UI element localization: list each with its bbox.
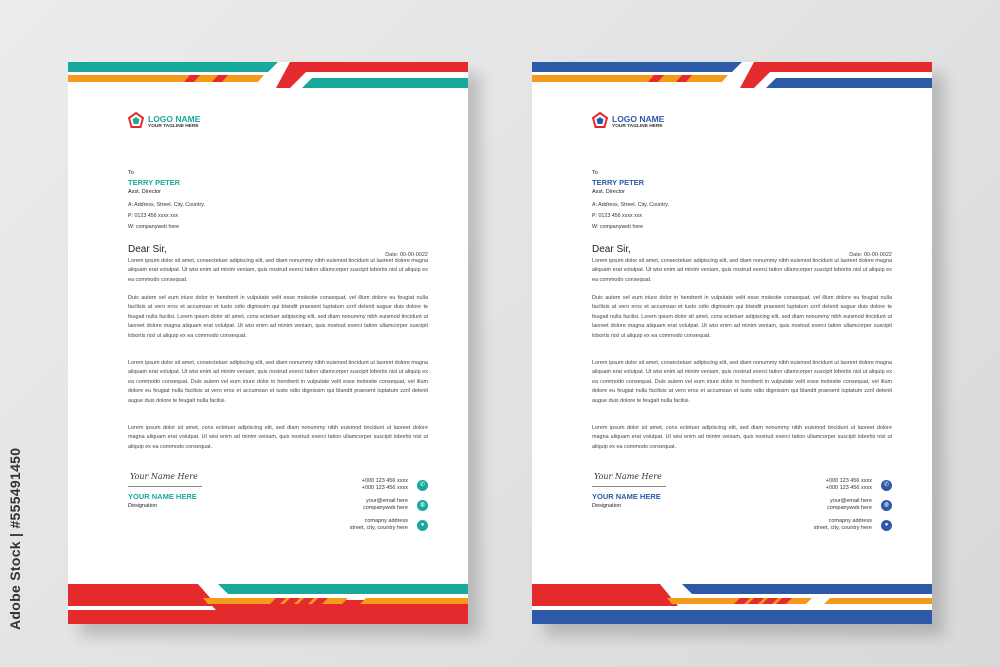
body-paragraph: Lorem ipsum dolor sit amet, consectetuer adipiscing elit, sed diam nonummy nibh euismod tincidunt ut laoreet dolore magna aliquam erat volutpat. Ut wisi enim ad minim veniam, quis nostrud exerci tation ullamcorper suscipit lobortis nisl ut aliquip ex ea commodo consequat. Duis autem vel eum iriure dolor in hendrerit in vulputate velit esse molestie consequat, vel illum dolore eu feugiat nulla facilisis at vero eros et accumsan et iusto odio dignissim qui blandit praesent luptatum zzril delenit augue duis dolore te feugait nulla facilisi.	[592, 360, 892, 404]
recipient-web: W: companyweb here	[592, 224, 644, 230]
body-paragraph: Lorem ipsum dolor sit amet, consectetuer adipiscing elit, sed diam nonummy nibh euismod tincidunt ut laoreet dolore magna aliquam erat volutpat. Ut wisi enim ad minim veniam, quis nostrud exerci tation ullamcorper suscipit lobortis nisl ut aliquip ex ea commodo consequat.	[592, 258, 892, 283]
pentagon-logo-icon	[128, 112, 144, 128]
signature-line	[592, 486, 666, 487]
sender-designation: Designation	[592, 503, 622, 509]
contact-address: comapny address street, city, country here	[349, 518, 408, 531]
globe-icon: ◍	[881, 500, 892, 511]
logo-tagline: YOUR TAGLINE HERE	[148, 124, 199, 129]
letterhead-blue	[532, 62, 932, 624]
contact-address: comapny address street, city, country here	[813, 518, 872, 531]
contact-phone: +000 123 456 xxxx +000 123 456 xxxx	[361, 478, 408, 491]
contact-web: your@email here companyweb here	[363, 498, 408, 511]
body-paragraph: Duis autem vel eum iriure dolor in hendrerit in vulputate velit esse molestie consequat, vel illum dolore eu feugiat nulla facilisis at vero eros et accumsan et iusto odio dignissim qui blandit praesent luptatum zzril delenit augue duis dolore te feugait nulla facilisi. Lorem ipsum dolor sit amet, cons ectetuer adipiscing elit, sed diam nonummy nibh euismod tincidunt ut laoreet dolore magna aliquam erat volutpat. Ut wisi enim ad minim veniam, quis nostrud exerci tation ullamcorper suscipit lobortis nisl ut aliquip ex ea commodo consequat.	[592, 295, 892, 339]
body-paragraph: Lorem ipsum dolor sit amet, consectetuer adipiscing elit, sed diam nonummy nibh euismod tincidunt ut laoreet dolore magna aliquam erat volutpat. Ut wisi enim ad minim veniam, quis nostrud exerci tation ullamcorper suscipit lobortis nisl ut aliquip ex ea commodo consequat.	[128, 258, 428, 283]
letterhead-teal	[68, 62, 468, 624]
recipient-phone: P: 0123 456 xxxx xxx	[128, 213, 179, 219]
body-paragraph: Duis autem vel eum iriure dolor in hendrerit in vulputate velit esse molestie consequat, vel illum dolore eu feugiat nulla facilisis at vero eros et accumsan et iusto odio dignissim qui blandit praesent luptatum zzril delenit augue duis dolore te feugait nulla facilisi. Lorem ipsum dolor sit amet, cons ectetuer adipiscing elit, sed diam nonummy nibh euismod tincidunt ut laoreet dolore magna aliquam erat volutpat. Ut wisi enim ad minim veniam, quis nostrud exerci tation ullamcorper suscipit lobortis nisl ut aliquip ex ea commodo consequat.	[128, 295, 428, 339]
to-label: To	[128, 170, 134, 176]
recipient-web: W: companyweb here	[128, 224, 180, 230]
footer-stripes	[532, 576, 932, 624]
sender-name: YOUR NAME HERE	[128, 492, 197, 501]
sender-name: YOUR NAME HERE	[592, 492, 661, 501]
sender-designation: Designation	[128, 503, 158, 509]
contact-phone: +000 123 456 xxxx +000 123 456 xxxx	[825, 478, 872, 491]
contact-web: your@email here companyweb here	[827, 498, 872, 511]
pentagon-logo-icon	[592, 112, 608, 128]
globe-icon: ◍	[417, 500, 428, 511]
recipient-title: Asst. Director	[128, 189, 162, 195]
location-pin-icon: ●	[417, 520, 428, 531]
phone-icon: ✆	[881, 480, 892, 491]
logo-name: LOGO NAME	[148, 114, 201, 124]
letter-date: Date: 00-00-0022	[849, 252, 892, 258]
letter-date: Date: 00-00-0022	[385, 252, 428, 258]
recipient-title: Asst. Director	[592, 189, 626, 195]
signature-line	[128, 486, 202, 487]
footer-stripes	[68, 576, 468, 624]
body-paragraph: Lorem ipsum dolor sit amet, cons ectetuer adipiscing elit, sed diam nonummy nibh euismod tincidunt ut laoreet dolore magna aliquam erat volutpat. Ut wisi enim ad minim veniam, quis nostrud exerci tation ullamcorper suscipit lobortis nisl ut aliquip ex ea commodo consequat.	[592, 425, 892, 450]
signature: Your Name Here	[130, 472, 198, 481]
phone-icon: ✆	[417, 480, 428, 491]
header-stripes	[532, 62, 932, 102]
recipient-phone: P: 0123 456 xxxx xxx	[592, 213, 643, 219]
greeting: Dear Sir,	[128, 244, 167, 255]
header-stripes	[68, 62, 468, 102]
stock-id-watermark: Adobe Stock | #555491450	[7, 447, 23, 630]
location-pin-icon: ●	[881, 520, 892, 531]
recipient-address: A: Address, Street, City, Country.	[128, 202, 205, 208]
recipient-name: TERRY PETER	[128, 178, 181, 187]
logo-tagline: YOUR TAGLINE HERE	[612, 124, 663, 129]
body-paragraph: Lorem ipsum dolor sit amet, cons ectetuer adipiscing elit, sed diam nonummy nibh euismod tincidunt ut laoreet dolore magna aliquam erat volutpat. Ut wisi enim ad minim veniam, quis nostrud exerci tation ullamcorper suscipit lobortis nisl ut aliquip ex ea commodo consequat.	[128, 425, 428, 450]
greeting: Dear Sir,	[592, 244, 631, 255]
signature: Your Name Here	[594, 472, 662, 481]
recipient-name: TERRY PETER	[592, 178, 645, 187]
to-label: To	[592, 170, 598, 176]
recipient-address: A: Address, Street, City, Country.	[592, 202, 669, 208]
body-paragraph: Lorem ipsum dolor sit amet, consectetuer adipiscing elit, sed diam nonummy nibh euismod tincidunt ut laoreet dolore magna aliquam erat volutpat. Ut wisi enim ad minim veniam, quis nostrud exerci tation ullamcorper suscipit lobortis nisl ut aliquip ex ea commodo consequat. Duis autem vel eum iriure dolor in hendrerit in vulputate velit esse molestie consequat, vel illum dolore eu feugiat nulla facilisis at vero eros et accumsan et iusto odio dignissim qui blandit praesent luptatum zzril delenit augue duis dolore te feugait nulla facilisi.	[128, 360, 428, 404]
logo-name: LOGO NAME	[612, 114, 665, 124]
